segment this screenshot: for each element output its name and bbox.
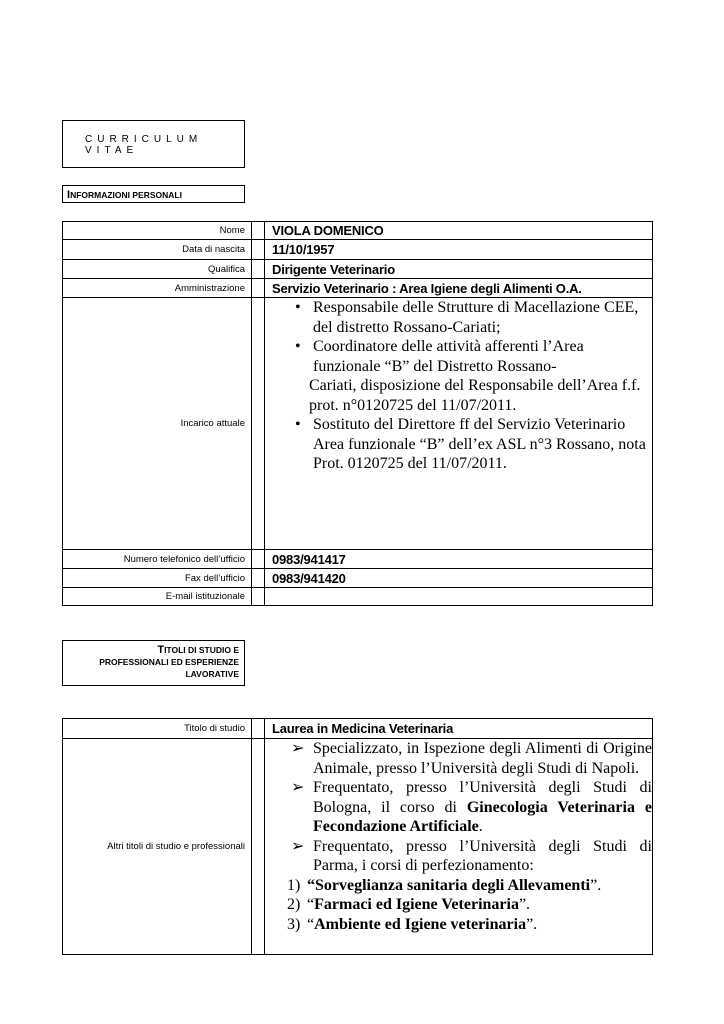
table-row — [63, 719, 653, 739]
list-item: ➢ Frequentato, presso l’Università degli Studi di Parma, i corsi di perfezionamento: — [291, 837, 652, 874]
cv-title-box — [62, 120, 245, 168]
titolo-label: Titolo di studio — [63, 719, 252, 739]
list-item: 1) “Sorveglianza sanitaria degli Allevamenti”. — [287, 876, 602, 894]
birthdate-label: Data di nascita — [63, 240, 252, 260]
altri-titoli-list — [265, 739, 652, 876]
amministrazione-value: Servizio Veterinario : Area Igiene degli Alimenti O.A. — [265, 279, 653, 298]
section-personal-initial: I — [67, 189, 71, 201]
table-row — [63, 588, 653, 606]
incarico-list — [265, 298, 646, 376]
table-row — [63, 279, 653, 298]
list-item: 2) “Farmaci ed Igiene Veterinaria”. — [287, 896, 531, 913]
table-row — [63, 298, 653, 550]
phone-label: Numero telefonico dell’ufficio — [63, 550, 252, 569]
table-row — [63, 240, 653, 260]
section-titoli-line1: TITOLI DI STUDIO E — [157, 644, 239, 656]
bullet-dot-icon: • — [295, 338, 301, 355]
email-value — [265, 588, 653, 606]
list-item: • Coordinatore delle attività afferenti l’Area funzionale “B” del Distretto Rossano- — [295, 338, 584, 375]
section-header-titoli — [62, 640, 245, 686]
table-row — [63, 260, 653, 279]
fax-value: 0983/941420 — [265, 569, 653, 588]
qualifica-label: Qualifica — [63, 260, 252, 279]
section-header-personal — [62, 185, 245, 203]
titoli-table — [62, 718, 653, 955]
amministrazione-label: Amministrazione — [63, 279, 252, 298]
list-item: 3) “Ambiente ed Igiene veterinaria”. — [287, 915, 538, 933]
list-item: • Sostituto del Direttore ff del Servizio Veterinario Area funzionale “B” dell’ex ASL n°3 Rossano, nota Prot. 0120725 del 11/07/2011. — [295, 416, 646, 472]
email-label: E-mail istituzionale — [63, 588, 252, 606]
bullet-dot-icon: • — [295, 299, 301, 316]
titolo-value: Laurea in Medicina Veterinaria — [265, 719, 653, 739]
table-row — [63, 569, 653, 588]
birthdate-value: 11/10/1957 — [265, 240, 653, 260]
altri-titoli-label: Altri titoli di studio e professionali — [63, 739, 252, 955]
personal-info-table — [62, 221, 653, 606]
list-item: ➢ Frequentato, presso l’Università degli Studi di Bologna, il corso di Ginecologia Veterinaria e Fecondazione Artificiale. — [291, 779, 652, 835]
name-label: Nome — [63, 222, 252, 240]
incarico-continuation: Cariati, disposizione del Responsabile dell’Area f.f. prot. n°0120725 del 11/07/2011. — [309, 377, 641, 414]
section-titoli-line3: LAVORATIVE — [185, 669, 239, 679]
qualifica-value: Dirigente Veterinario — [265, 260, 653, 279]
bullet-dot-icon: • — [295, 416, 301, 433]
table-row — [63, 739, 653, 955]
name-value: VIOLA DOMENICO — [265, 222, 653, 240]
table-row — [63, 550, 653, 569]
arrow-bullet-icon: ➢ — [291, 779, 305, 796]
incarico-value — [265, 298, 653, 550]
list-item: ➢ Specializzato, in Ispezione degli Alimenti di Origine Animale, presso l’Università degli Studi di Napoli. — [291, 740, 652, 777]
arrow-bullet-icon: ➢ — [291, 740, 305, 757]
section-personal-rest: NFORMAZIONI PERSONALI — [70, 190, 182, 200]
fax-label: Fax dell’ufficio — [63, 569, 252, 588]
courses-list — [265, 876, 652, 935]
incarico-label: Incarico attuale — [63, 298, 252, 550]
section-titoli-line2: PROFESSIONALI ED ESPERIENZE — [99, 657, 239, 667]
phone-value: 0983/941417 — [265, 550, 653, 569]
altri-titoli-value — [265, 739, 653, 955]
cv-title: CURRICULUM VITAE — [85, 134, 203, 156]
arrow-bullet-icon: ➢ — [291, 837, 305, 855]
table-row — [63, 222, 653, 240]
list-item: • Responsabile delle Strutture di Macellazione CEE, del distretto Rossano-Cariati; — [295, 299, 639, 336]
